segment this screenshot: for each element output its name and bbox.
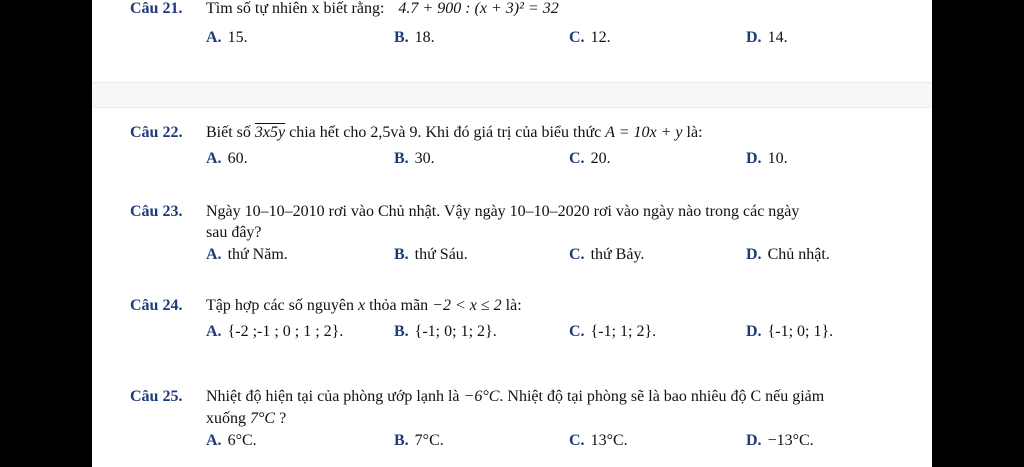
page-break xyxy=(92,82,932,108)
option-c[interactable]: C. 12. xyxy=(569,29,611,46)
question-equation: 4.7 + 900 : (x + 3)² = 32 xyxy=(398,0,559,17)
document-page xyxy=(92,0,932,467)
option-c[interactable]: C. 13°C. xyxy=(569,432,628,449)
question-label: Câu 24. xyxy=(130,297,183,314)
question-expression: A = 10x + y xyxy=(605,124,683,141)
option-b[interactable]: B. 30. xyxy=(394,150,435,167)
option-b[interactable]: B. thứ Sáu. xyxy=(394,246,468,263)
option-c[interactable]: C. 20. xyxy=(569,150,611,167)
question-text-line-1: Nhiệt độ hiện tại của phòng ướp lạnh là −6°C. Nhiệt độ tại phòng sẽ là bao nhiêu độ C nếu giảm xyxy=(206,388,825,405)
option-d[interactable]: D. 10. xyxy=(746,150,788,167)
option-b[interactable]: B. 18. xyxy=(394,29,435,46)
question-label: Câu 25. xyxy=(130,388,183,405)
option-d[interactable]: D. −13°C. xyxy=(746,432,814,449)
option-a[interactable]: A. 60. xyxy=(206,150,248,167)
option-d[interactable]: D. {-1; 0; 1}. xyxy=(746,323,834,340)
option-b[interactable]: B. {-1; 0; 1; 2}. xyxy=(394,323,497,340)
question-text: Biết số 3x5y chia hết cho 2,5và 9. Khi đó giá trị của biểu thức A = 10x + y là: xyxy=(206,124,703,141)
question-label: Câu 22. xyxy=(130,124,183,141)
question-label: Câu 21. xyxy=(130,0,183,17)
question-label: Câu 23. xyxy=(130,203,183,220)
question-text-line-1: Ngày 10–10–2010 rơi vào Chủ nhật. Vậy ngày 10–10–2020 rơi vào ngày nào trong các ngày xyxy=(206,203,800,220)
question-text xyxy=(206,0,559,19)
question-text: Tập hợp các số nguyên x thỏa mãn −2 < x ≤ 2 là: xyxy=(206,297,522,314)
option-c[interactable]: C. {-1; 1; 2}. xyxy=(569,323,657,340)
question-text-line-2: xuống 7°C ? xyxy=(206,410,287,427)
question-inequality: −2 < x ≤ 2 xyxy=(432,297,502,314)
question-prompt: Tìm số tự nhiên x biết rằng: xyxy=(206,0,385,17)
option-a[interactable]: A. 6°C. xyxy=(206,432,257,449)
question-text-line-2: sau đây? xyxy=(206,224,262,241)
option-d[interactable]: D. 14. xyxy=(746,29,788,46)
option-a[interactable]: A. 15. xyxy=(206,29,248,46)
option-b[interactable]: B. 7°C. xyxy=(394,432,444,449)
option-d[interactable]: D. Chủ nhật. xyxy=(746,246,830,263)
overlined-number: 3x5y xyxy=(254,124,286,141)
option-c[interactable]: C. thứ Bảy. xyxy=(569,246,645,263)
option-a[interactable]: A. thứ Năm. xyxy=(206,246,288,263)
option-a[interactable]: A. {-2 ;-1 ; 0 ; 1 ; 2}. xyxy=(206,323,344,340)
